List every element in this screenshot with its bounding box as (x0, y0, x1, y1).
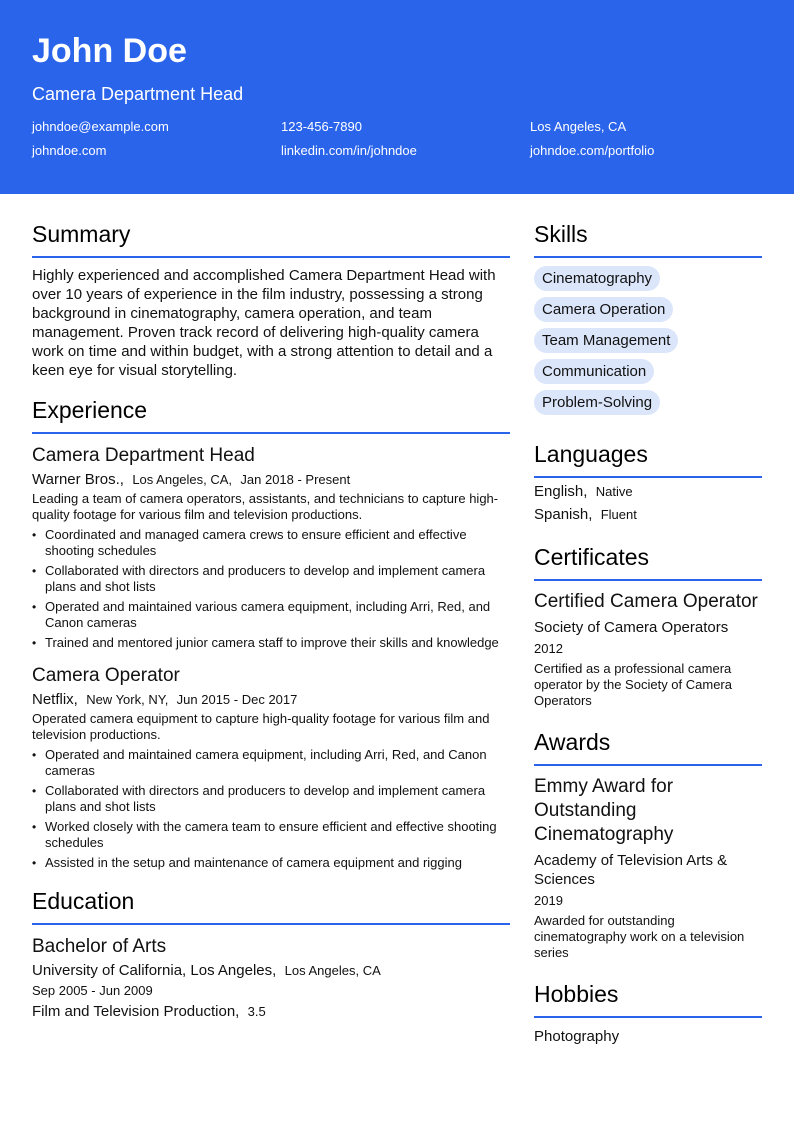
job-bullet: • Collaborated with directors and producers to develop and implement camera plans and shot lists (45, 783, 510, 815)
awards-heading: Awards (534, 728, 762, 766)
job-meta (32, 690, 510, 710)
job-description: Leading a team of camera operators, assistants, and technicians to capture high-quality footage for various film and television productions. (32, 491, 499, 522)
experience-section (32, 396, 510, 871)
job-company: Netflix, (32, 691, 78, 708)
contact-info (32, 119, 762, 159)
languages-heading: Languages (534, 440, 762, 478)
job-bullet: • Operated and maintained various camera equipment, including Arri, Red, and Canon cameras (45, 599, 510, 631)
summary-text: Highly experienced and accomplished Camera Department Head with over 10 years of experience in the film industry, possessing a strong background in cinematography, camera operation, and team management. Proven track record of delivering high-quality camera work on time and within budget, with a strong attention to detail and a keen eye for visual storytelling. (32, 267, 496, 379)
job-bullet: • Assisted in the setup and maintenance of camera equipment and rigging (45, 855, 510, 871)
certificate-name: Certified Camera Operator (534, 591, 758, 612)
skill-chip: Communication (534, 359, 654, 384)
experience-heading: Experience (32, 396, 510, 434)
language-item (534, 505, 762, 524)
language-name: Spanish, (534, 506, 593, 523)
award-year: 2019 (534, 893, 563, 908)
contact-website[interactable]: johndoe.com (32, 143, 107, 158)
skills-section (534, 220, 762, 421)
education-gpa: 3.5 (247, 1004, 266, 1019)
job-entry (32, 445, 510, 651)
hobby-item: Photography (534, 1028, 620, 1045)
certificates-heading: Certificates (534, 543, 762, 581)
job-bullet: • Worked closely with the camera team to ensure efficient and effective shooting schedules (45, 819, 510, 851)
certificates-section (534, 543, 762, 709)
job-bullet: • Trained and mentored junior camera staff to improve their skills and knowledge (45, 635, 510, 651)
award-description: Awarded for outstanding cinematography work on a television series (534, 913, 745, 960)
language-level: Fluent (600, 507, 637, 522)
job-dates: Jun 2015 - Dec 2017 (176, 692, 298, 707)
certificate-description: Certified as a professional camera operator by the Society of Camera Operators (534, 661, 732, 708)
skill-chip: Cinematography (534, 266, 660, 291)
job-company: Warner Bros., (32, 471, 124, 488)
language-level: Native (595, 484, 633, 499)
education-heading: Education (32, 887, 510, 925)
skills-heading: Skills (534, 220, 762, 258)
language-item (534, 482, 762, 501)
job-dates: Jan 2018 - Present (240, 472, 351, 487)
job-bullet: • Collaborated with directors and producers to develop and implement camera plans and shot lists (45, 563, 510, 595)
contact-phone[interactable]: 123-456-7890 (281, 119, 362, 134)
contact-linkedin[interactable]: linkedin.com/in/johndoe (281, 143, 417, 158)
education-field-line (32, 1002, 510, 1022)
education-school-line (32, 961, 510, 981)
candidate-title: Camera Department Head (32, 84, 244, 104)
job-bullets (32, 747, 510, 871)
award-name: Emmy Award for Outstanding Cinematography (534, 776, 674, 845)
job-meta (32, 470, 510, 490)
contact-location: Los Angeles, CA (530, 119, 627, 134)
skill-chip: Problem-Solving (534, 390, 660, 415)
languages-section (534, 440, 762, 524)
award-issuer: Academy of Television Arts & Sciences (534, 852, 728, 888)
contact-portfolio[interactable]: johndoe.com/portfolio (530, 143, 655, 158)
education-location: Los Angeles, CA (284, 963, 381, 978)
awards-section (534, 728, 762, 961)
job-location: New York, NY, (86, 692, 169, 707)
resume-body (0, 194, 794, 1046)
education-degree: Bachelor of Arts (32, 936, 167, 957)
skill-list (534, 266, 762, 421)
summary-heading: Summary (32, 220, 510, 258)
job-bullet: • Operated and maintained camera equipment, including Arri, Red, and Canon cameras (45, 747, 510, 779)
certificate-year: 2012 (534, 641, 563, 656)
language-name: English, (534, 483, 588, 500)
certificate-issuer: Society of Camera Operators (534, 619, 729, 636)
education-school: University of California, Los Angeles, (32, 962, 277, 979)
job-description: Operated camera equipment to capture high-quality footage for various film and television productions. (32, 711, 490, 742)
job-entry (32, 665, 510, 871)
summary-section (32, 220, 510, 380)
hobbies-heading: Hobbies (534, 980, 762, 1018)
education-field: Film and Television Production, (32, 1003, 240, 1020)
job-title: Camera Department Head (32, 445, 255, 466)
candidate-name: John Doe (32, 32, 187, 70)
hobbies-section (534, 980, 762, 1046)
education-section (32, 887, 510, 1022)
resume-header (0, 0, 794, 194)
right-column (534, 220, 762, 1046)
contact-email[interactable]: johndoe@example.com (32, 119, 169, 134)
education-dates: Sep 2005 - Jun 2009 (32, 983, 153, 998)
job-title: Camera Operator (32, 665, 180, 686)
left-column (32, 220, 510, 1046)
job-bullet: • Coordinated and managed camera crews to ensure efficient and effective shooting schedules (45, 527, 510, 559)
job-bullets (32, 527, 510, 651)
skill-chip: Team Management (534, 328, 678, 353)
job-location: Los Angeles, CA, (132, 472, 233, 487)
skill-chip: Camera Operation (534, 297, 673, 322)
